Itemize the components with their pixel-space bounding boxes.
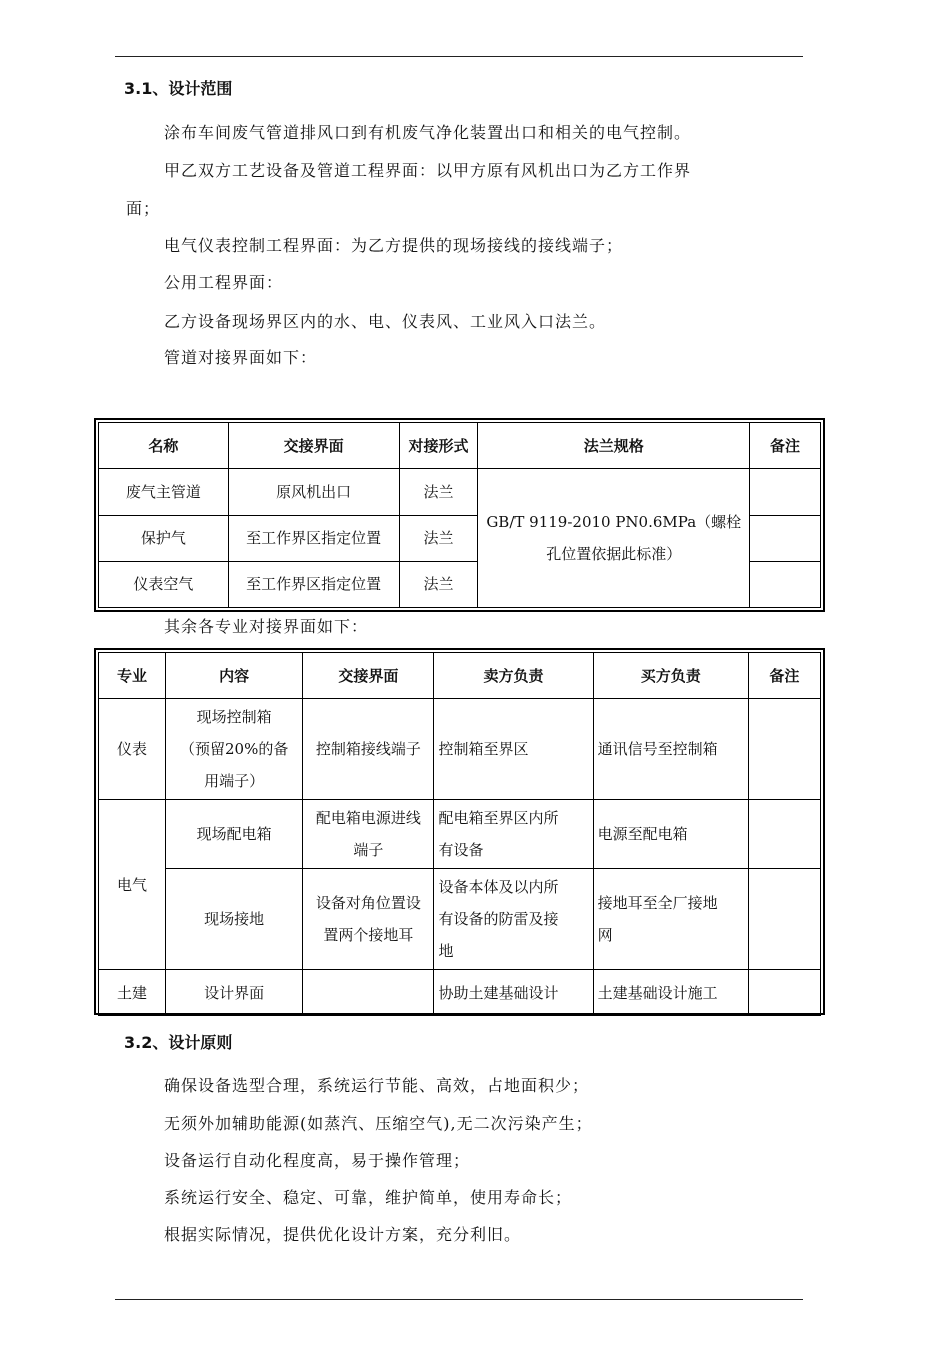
- cell-line: 用端子）: [204, 772, 265, 790]
- table-header: 对接形式: [399, 423, 478, 469]
- table-header: 专业: [99, 653, 166, 699]
- table-cell: [434, 800, 593, 869]
- table-cell: 通讯信号至控制箱: [593, 699, 748, 800]
- pipe-interface-table: [94, 418, 825, 612]
- table-cell: [434, 869, 593, 970]
- paragraph: 系统运行安全、稳定、可靠，维护简单，使用寿命长；: [164, 1188, 573, 1207]
- cell-line: 端子: [353, 841, 384, 859]
- cell-line: 地: [438, 942, 454, 960]
- table-cell: 仪表空气: [99, 561, 229, 607]
- table-header: 内容: [166, 653, 303, 699]
- paragraph: 乙方设备现场界区内的水、电、仪表风、工业风入口法兰。: [164, 312, 607, 331]
- paragraph-continuation: 面；: [126, 199, 161, 218]
- cell-line: 接地耳至全厂接地: [597, 894, 718, 912]
- cell-line: 置两个接地耳: [323, 926, 414, 944]
- cell-line: 设备对角位置设: [315, 894, 421, 912]
- cell-line: 有设备的防雷及接: [438, 910, 559, 928]
- table-cell: 法兰: [399, 515, 478, 561]
- cell-line: 有设备: [438, 841, 484, 859]
- paragraph: 无须外加辅助能源(如蒸汽、压缩空气),无二次污染产生；: [164, 1114, 593, 1133]
- table-cell: 保护气: [99, 515, 229, 561]
- table-cell: 土建基础设计施工: [593, 970, 748, 1016]
- discipline-interface-table: [94, 648, 825, 1015]
- table-cell: 设计界面: [166, 970, 303, 1016]
- table-cell: [303, 800, 434, 869]
- cell-line: 网: [597, 926, 613, 944]
- table-header: 交接界面: [228, 423, 399, 469]
- table-cell: [303, 869, 434, 970]
- flange-spec-line: 孔位置依据此标准）: [546, 545, 682, 564]
- table-cell-empty: [748, 800, 820, 869]
- table-cell: 控制箱接线端子: [303, 699, 434, 800]
- table-row: [99, 869, 821, 970]
- section-heading-scope: 3.1、设计范围: [124, 79, 233, 98]
- table-cell: 法兰: [399, 469, 478, 515]
- paragraph: 设备运行自动化程度高，易于操作管理；: [164, 1151, 471, 1170]
- table-row: [99, 970, 821, 1016]
- cell-line: （预留20%的备: [180, 740, 289, 758]
- table-cell: 控制箱至界区: [434, 699, 593, 800]
- header-rule: [115, 56, 803, 57]
- table-cell: [303, 970, 434, 1016]
- footer-rule: [115, 1299, 803, 1300]
- paragraph: 确保设备选型合理，系统运行节能、高效，占地面积少；: [164, 1076, 590, 1095]
- table-cell-empty: [748, 970, 820, 1016]
- table-cell: [593, 869, 748, 970]
- table-header: 法兰规格: [478, 423, 750, 469]
- table-row: [99, 800, 821, 869]
- table-header: 备注: [750, 423, 821, 469]
- table-cell-empty: [748, 869, 820, 970]
- table-cell: 电气: [99, 800, 166, 970]
- table-cell-empty: [750, 561, 821, 607]
- flange-spec-line: GB/T 9119-2010 PN0.6MPa（螺栓: [486, 513, 742, 532]
- section-heading-principles: 3.2、设计原则: [124, 1033, 233, 1052]
- table-cell-empty: [748, 699, 820, 800]
- table-header: 卖方负责: [434, 653, 593, 699]
- table-cell: 至工作界区指定位置: [228, 561, 399, 607]
- table-cell: 电源至配电箱: [593, 800, 748, 869]
- table-cell: 仪表: [99, 699, 166, 800]
- paragraph: 根据实际情况，提供优化设计方案，充分利旧。: [164, 1225, 522, 1244]
- table-cell: 土建: [99, 970, 166, 1016]
- table-cell: 协助土建基础设计: [434, 970, 593, 1016]
- table-row: [99, 469, 821, 515]
- cell-line: 现场控制箱: [196, 708, 272, 726]
- table-row: [99, 699, 821, 800]
- table-cell: [166, 699, 303, 800]
- table-header: 交接界面: [303, 653, 434, 699]
- table-cell-empty: [750, 469, 821, 515]
- table-header: 名称: [99, 423, 229, 469]
- table-cell: 原风机出口: [228, 469, 399, 515]
- table-cell: 现场接地: [166, 869, 303, 970]
- paragraph: 其余各专业对接界面如下：: [164, 617, 369, 636]
- table-cell-empty: [750, 515, 821, 561]
- paragraph: 甲乙双方工艺设备及管道工程界面：以甲方原有风机出口为乙方工作界: [164, 161, 692, 180]
- cell-line: 配电箱电源进线: [315, 809, 421, 827]
- table-header: 买方负责: [593, 653, 748, 699]
- paragraph: 涂布车间废气管道排风口到有机废气净化装置出口和相关的电气控制。: [164, 123, 692, 142]
- flange-spec-cell: [478, 469, 750, 608]
- cell-line: 配电箱至界区内所: [438, 809, 559, 827]
- table-header: 备注: [748, 653, 820, 699]
- paragraph: 管道对接界面如下：: [164, 348, 318, 367]
- table-cell: 现场配电箱: [166, 800, 303, 869]
- cell-line: 设备本体及以内所: [438, 878, 559, 896]
- table-cell: 至工作界区指定位置: [228, 515, 399, 561]
- table-cell: 废气主管道: [99, 469, 229, 515]
- table-cell: 法兰: [399, 561, 478, 607]
- paragraph: 公用工程界面：: [164, 273, 284, 292]
- paragraph: 电气仪表控制工程界面：为乙方提供的现场接线的接线端子；: [164, 236, 624, 255]
